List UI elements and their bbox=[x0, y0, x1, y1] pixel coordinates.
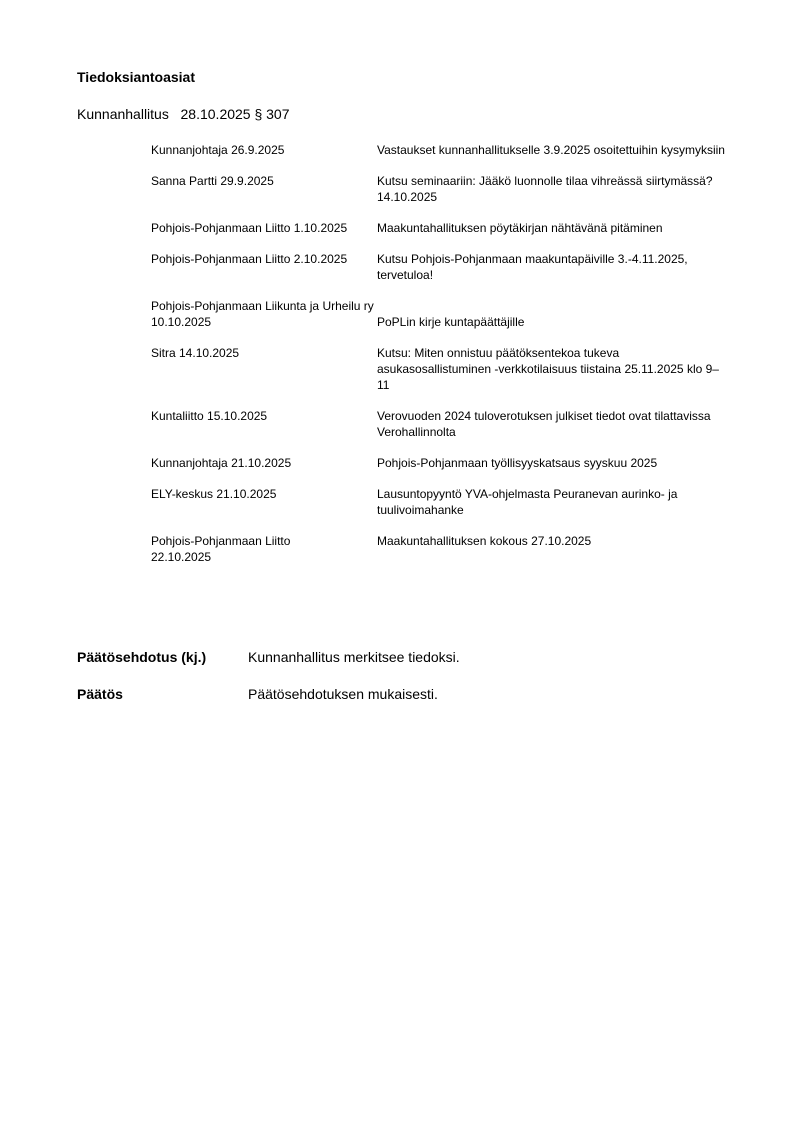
list-item bbox=[151, 486, 726, 518]
list-item bbox=[151, 298, 726, 330]
item-subject: Vastaukset kunnanhallitukselle 3.9.2025 osoitettuihin kysymyksiin bbox=[377, 143, 725, 157]
item-subject: Maakuntahallituksen kokous 27.10.2025 bbox=[377, 534, 592, 548]
list-item bbox=[151, 142, 726, 158]
item-sender: Pohjois-Pohjanmaan Liitto 2.10.2025 bbox=[151, 252, 348, 266]
proposal-text: Kunnanhallitus merkitsee tiedoksi. bbox=[248, 649, 460, 665]
decision-text: Päätösehdotuksen mukaisesti. bbox=[248, 686, 438, 702]
list-item bbox=[151, 345, 726, 393]
item-subject: PoPLin kirje kuntapäättäjille bbox=[377, 315, 525, 329]
decision-row bbox=[77, 686, 438, 703]
item-sender: Pohjois-Pohjanmaan Liitto 22.10.2025 bbox=[151, 534, 291, 564]
list-item bbox=[151, 408, 726, 440]
item-sender: Pohjois-Pohjanmaan Liitto 1.10.2025 bbox=[151, 221, 348, 235]
list-item bbox=[151, 173, 726, 205]
item-subject: Verovuoden 2024 tuloverotuksen julkiset tiedot ovat tilattavissa Verohallinnolta bbox=[377, 409, 711, 439]
item-subject: Lausuntopyyntö YVA-ohjelmasta Peuranevan aurinko- ja tuulivoimahanke bbox=[377, 487, 678, 517]
item-subject: Maakuntahallituksen pöytäkirjan nähtävänä pitäminen bbox=[377, 221, 663, 235]
item-sender: Kuntaliitto 15.10.2025 bbox=[151, 409, 268, 423]
list-item bbox=[151, 533, 726, 565]
item-subject: Kutsu seminaariin: Jääkö luonnolle tilaa vihreässä siirtymässä? 14.10.2025 bbox=[377, 174, 713, 204]
meeting-reference: Kunnanhallitus 28.10.2025 § 307 bbox=[77, 106, 290, 122]
list-item bbox=[151, 220, 726, 236]
item-sender: ELY-keskus 21.10.2025 bbox=[151, 487, 277, 501]
item-sender: Sanna Partti 29.9.2025 bbox=[151, 174, 274, 188]
proposal-row bbox=[77, 649, 460, 666]
decision-label: Päätös bbox=[77, 686, 123, 702]
list-item bbox=[151, 251, 726, 283]
item-subject: Kutsu Pohjois-Pohjanmaan maakuntapäiville 3.-4.11.2025, tervetuloa! bbox=[377, 252, 688, 282]
item-sender: Sitra 14.10.2025 bbox=[151, 346, 240, 360]
notice-items-list bbox=[151, 142, 726, 580]
list-item bbox=[151, 455, 726, 471]
item-subject: Kutsu: Miten onnistuu päätöksentekoa tukeva asukasosallistuminen -verkkotilaisuus tiistaina 25.11.2025 klo 9–11 bbox=[377, 346, 719, 392]
item-subject: Pohjois-Pohjanmaan työllisyyskatsaus syyskuu 2025 bbox=[377, 456, 658, 470]
item-sender: Pohjois-Pohjanmaan Liikunta ja Urheilu ry bbox=[151, 299, 374, 313]
item-sender: Kunnanjohtaja 26.9.2025 bbox=[151, 143, 285, 157]
item-sender: Kunnanjohtaja 21.10.2025 bbox=[151, 456, 292, 470]
item-sender-date: 10.10.2025 bbox=[151, 315, 212, 329]
proposal-label: Päätösehdotus (kj.) bbox=[77, 649, 207, 665]
page-title: Tiedoksiantoasiat bbox=[77, 69, 196, 85]
